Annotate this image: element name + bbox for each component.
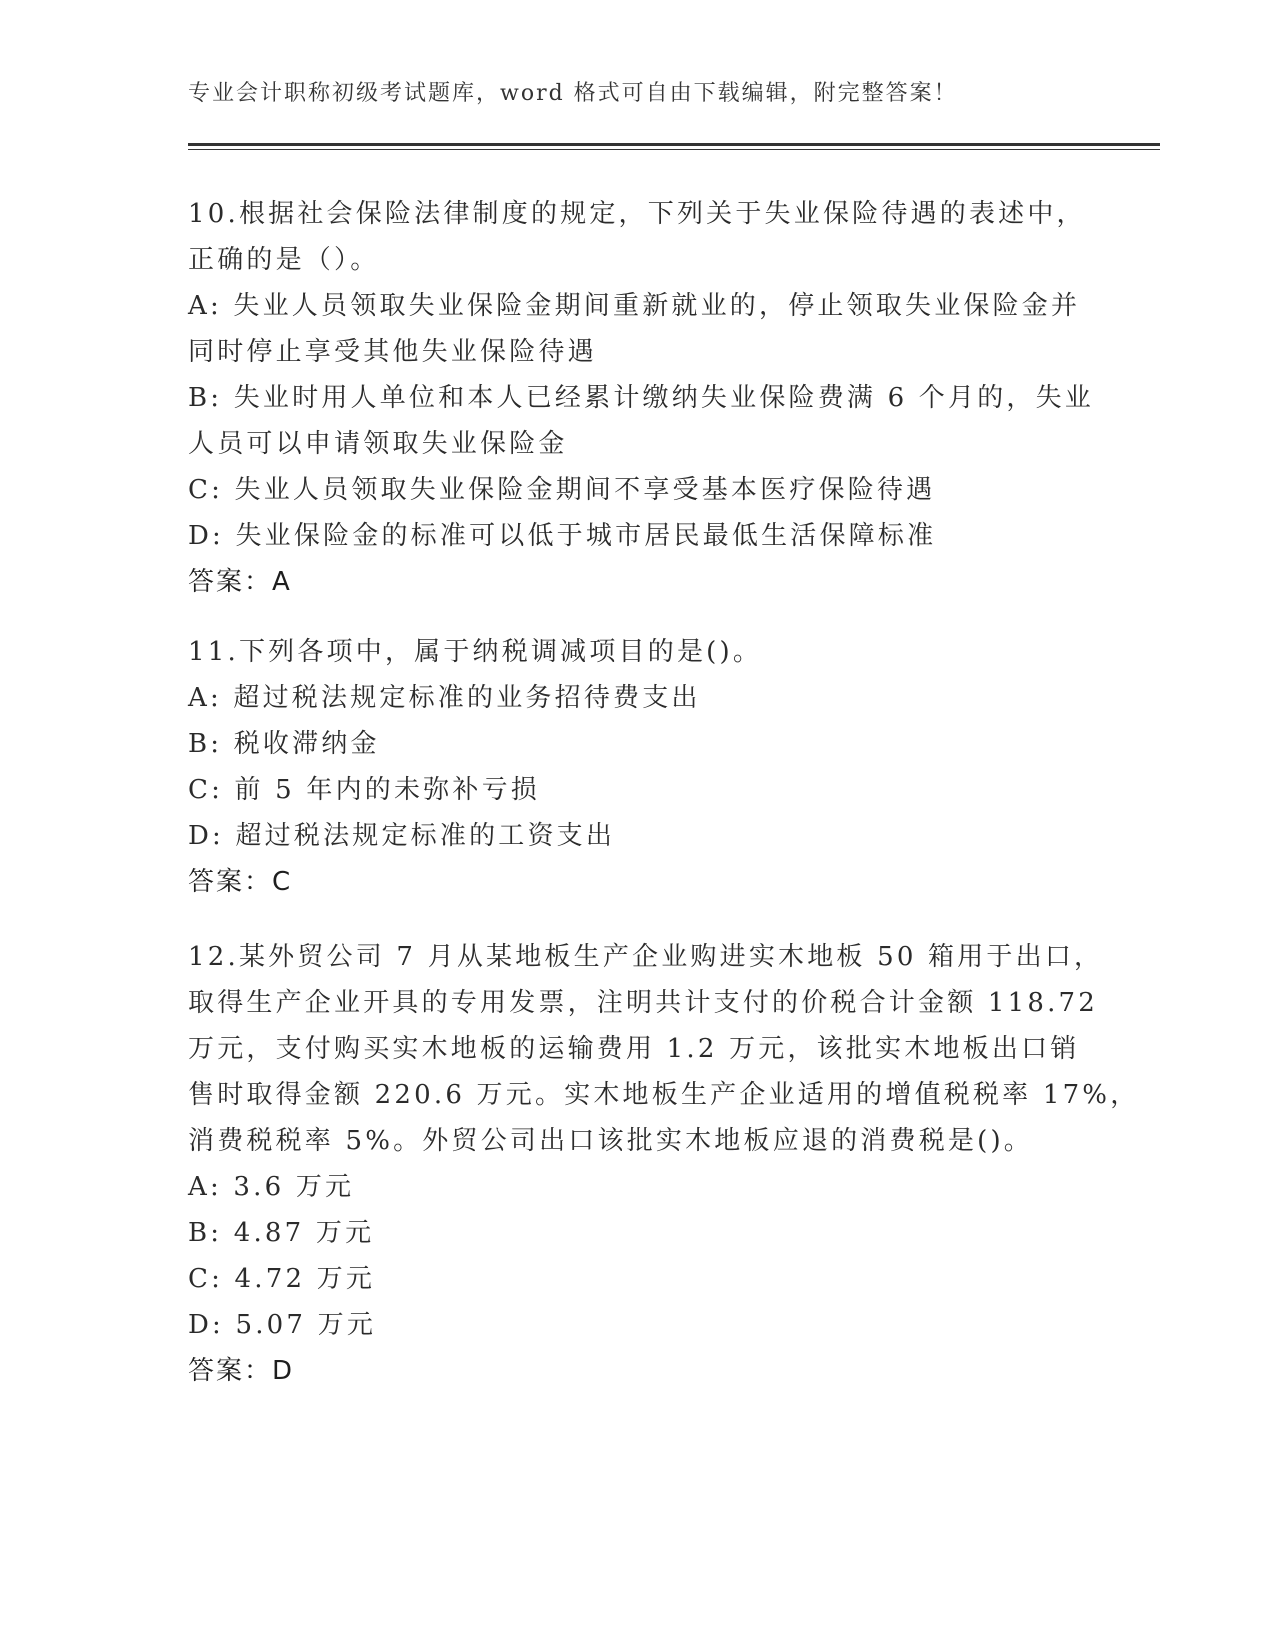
option-b-continued: 人员可以申请领取失业保险金 xyxy=(188,429,568,459)
option-a-continued: 同时停止享受其他失业保险待遇 xyxy=(188,337,597,367)
question-stem-line: 11.下列各项中，属于纳税调减项目的是()。 xyxy=(188,637,763,667)
option-d: D: 超过税法规定标准的工资支出 xyxy=(188,821,616,851)
question-stem-line: 10.根据社会保险法律制度的规定，下列关于失业保险待遇的表述中， xyxy=(188,199,1086,229)
option-b: B: 税收滞纳金 xyxy=(188,729,380,759)
option-a: A: 失业人员领取失业保险金期间重新就业的，停止领取失业保险金并 xyxy=(188,291,1081,321)
answer-label: 答案：C xyxy=(188,867,293,897)
header-divider xyxy=(188,143,1160,146)
option-b: B: 失业时用人单位和本人已经累计缴纳失业保险费满 6 个月的，失业 xyxy=(188,383,1095,413)
question-11 xyxy=(188,629,1088,905)
question-stem-line: 售时取得金额 220.6 万元。实木地板生产企业适用的增值税税率 17%， xyxy=(188,1080,1140,1110)
question-stem-line: 取得生产企业开具的专用发票，注明共计支付的价税合计金额 118.72 xyxy=(188,988,1099,1018)
option-d: D: 5.07 万元 xyxy=(188,1310,377,1340)
question-stem-line: 12.某外贸公司 7 月从某地板生产企业购进实木地板 50 箱用于出口， xyxy=(188,942,1104,972)
question-stem-line: 正确的是（）。 xyxy=(188,245,380,275)
option-c: C: 4.72 万元 xyxy=(188,1264,376,1294)
option-d: D: 失业保险金的标准可以低于城市居民最低生活保障标准 xyxy=(188,521,937,551)
question-stem-line: 万元，支付购买实木地板的运输费用 1.2 万元，该批实木地板出口销 xyxy=(188,1034,1080,1064)
option-a: A: 超过税法规定标准的业务招待费支出 xyxy=(188,683,701,713)
question-stem-line: 消费税税率 5%。外贸公司出口该批实木地板应退的消费税是()。 xyxy=(188,1126,1033,1156)
option-a: A: 3.6 万元 xyxy=(188,1172,355,1202)
answer-label: 答案：D xyxy=(188,1356,295,1386)
header-divider-thin xyxy=(188,149,1160,150)
header-title: 专业会计职称初级考试题库，word 格式可自由下载编辑，附完整答案！ xyxy=(188,81,958,106)
question-12 xyxy=(188,934,1140,1394)
option-b: B: 4.87 万元 xyxy=(188,1218,375,1248)
question-10 xyxy=(188,191,1095,605)
answer-label: 答案：A xyxy=(188,567,292,597)
option-c: C: 失业人员领取失业保险金期间不享受基本医疗保险待遇 xyxy=(188,475,936,505)
option-c: C: 前 5 年内的未弥补亏损 xyxy=(188,775,540,805)
